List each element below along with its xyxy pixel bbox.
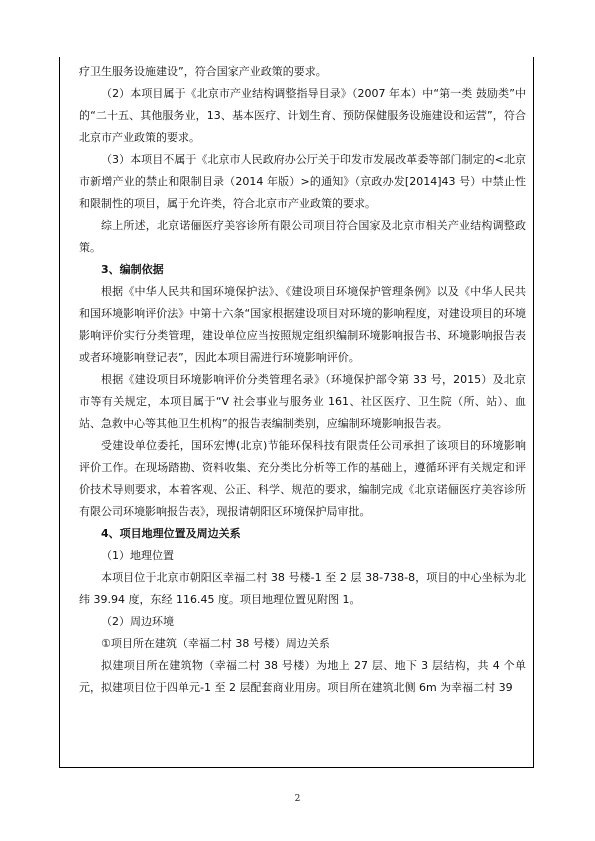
- paragraph: 根据《建设项目环境影响评价分类管理名录》（环境保护部令第 33 号，2015）及北京市等有关规定，本项目属于“V 社会事业与服务业 161、社区医疗、卫生院（所、站）、血站、急救中心等其他卫生机构”的报告表编制类别，应编制环境影响报告表。: [79, 373, 526, 430]
- paragraph: 受建设单位委托，国环宏博(北京)节能环保科技有限责任公司承担了该项目的环境影响评价工作。在现场踏勘、资料收集、充分类比分析等工作的基础上，遵循环评有关规定和评价技术导则要求，本着客观、公正、科学、规范的要求，编制完成《北京诺俪医疗美容诊所有限公司环境影响报告表》，现报请朝阳区环境保护局审批。: [79, 439, 526, 518]
- section-heading: 3、编制依据: [101, 263, 164, 276]
- document-body: [79, 61, 526, 699]
- subsection-heading: （2）周边环境: [101, 615, 174, 628]
- paragraph: （2）本项目属于《北京市产业结构调整指导目录》（2007 年本）中“第一类 鼓励类”中的“二十五、其他服务业，13、基本医疗、计划生育、预防保健服务设施建设和运营”，符合北京市产业政策的要求。: [79, 87, 526, 144]
- paragraph: 综上所述，北京诺俪医疗美容诊所有限公司项目符合国家及北京市相关产业结构调整政策。: [79, 219, 526, 254]
- section-heading: 4、项目地理位置及周边关系: [101, 527, 241, 540]
- page-number: 2: [294, 794, 301, 804]
- paragraph: 本项目位于北京市朝阳区幸福二村 38 号楼-1 至 2 层 38-738-8，项目的中心坐标为北纬 39.94 度，东经 116.45 度。项目地理位置见附图 1。: [79, 571, 526, 606]
- paragraph: （3）本项目不属于《北京市人民政府办公厅关于印发市发展改革委等部门制定的<北京市新增产业的禁止和限制目录（2014 年版）>的通知》（京政办发[2014]43 号）中禁止性和限制性的项目，属于允许类，符合北京市产业政策的要求。: [79, 153, 526, 210]
- subsection-heading: （1）地理位置: [101, 549, 174, 562]
- paragraph: 根据《中华人民共和国环境保护法》、《建设项目环境保护管理条例》以及《中华人民共和国环境影响评价法》中第十六条“国家根据建设项目对环境的影响程度，对建设项目的环境影响评价实行分类管理，建设单位应当按照规定组织编制环境影响报告书、环境影响报告表或者环境影响登记表”，因此本项目需进行环境影响评价。: [79, 285, 526, 364]
- subsection-heading: ①项目所在建筑（幸福二村 38 号楼）周边关系: [101, 637, 330, 650]
- paragraph: 拟建项目所在建筑物（幸福二村 38 号楼）为地上 27 层、地下 3 层结构，共 4 个单元，拟建项目位于四单元-1 至 2 层配套商业用房。项目所在建筑北侧 6m 为幸福二村 39: [79, 659, 526, 694]
- paragraph: 疗卫生服务设施建设”，符合国家产业政策的要求。: [79, 65, 327, 78]
